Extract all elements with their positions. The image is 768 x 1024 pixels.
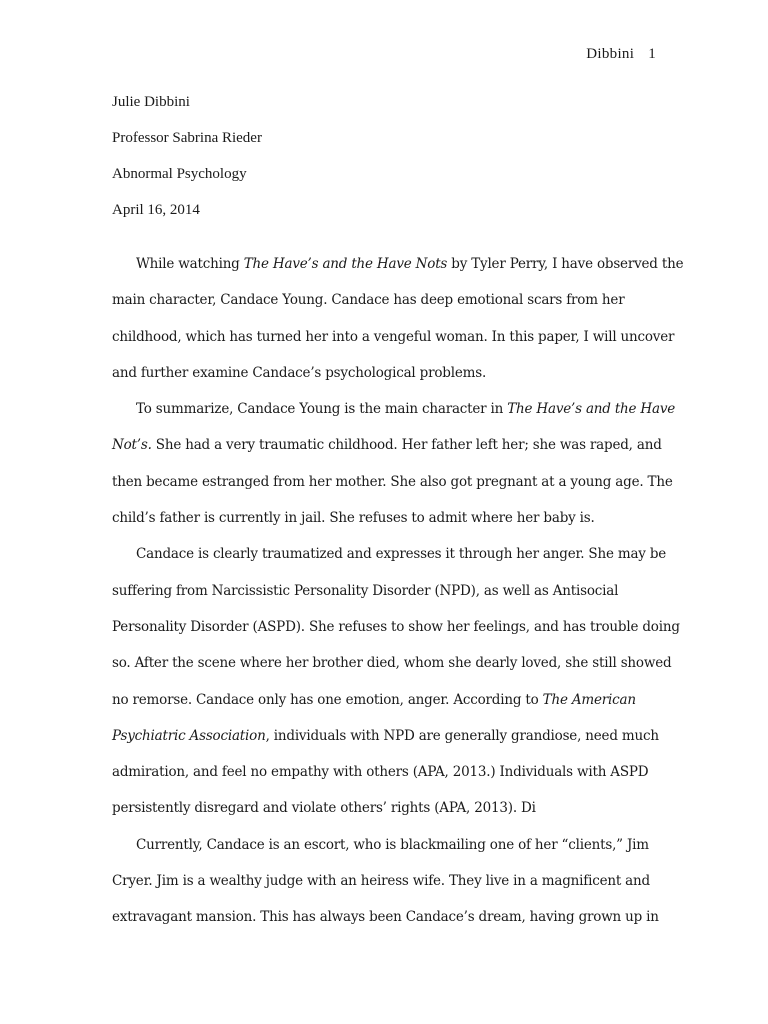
body-line: [112, 435, 662, 471]
body-text-run: no remorse. Candace only has one emotion, anger. According to: [112, 691, 543, 708]
body-line: [112, 871, 656, 907]
author-name: Julie Dibbini: [112, 94, 190, 110]
body-text-run: main character, Candace Young. Candace has deep emotional scars from her: [112, 292, 625, 309]
body-line: [112, 617, 680, 653]
italic-title-text: The Have’s and the Have: [507, 401, 676, 418]
body-text-run: suffering from Narcissistic Personality Disorder (NPD), as well as Antisocial: [112, 582, 619, 599]
page-number: 1: [648, 46, 656, 62]
body-text-run: She had a very traumatic childhood. Her father left her; she was raped, and: [151, 437, 662, 454]
body-text-run: so. After the scene where her brother died, whom she dearly loved, she still showed: [112, 655, 672, 672]
italic-title-text: Psychiatric Association: [112, 727, 266, 744]
body-line: [112, 762, 656, 798]
body-line: [112, 690, 656, 726]
body-line: [112, 835, 656, 871]
body-text-run: , individuals with NPD are generally grandiose, need much: [265, 727, 659, 744]
body-line: [112, 290, 656, 326]
body-line: [112, 254, 684, 290]
body-line: [112, 544, 667, 580]
body-text-run: Candace is clearly traumatized and expresses it through her anger. She may be: [136, 546, 667, 563]
italic-title-text: Not’s.: [112, 437, 152, 454]
italic-title-text: The American: [542, 691, 636, 708]
body-text-run: and further examine Candace’s psychological problems.: [112, 364, 487, 381]
body-text-run: admiration, and feel no empathy with others (APA, 2013.) Individuals with ASPD: [112, 764, 649, 781]
essay-body: [112, 254, 684, 944]
body-line: [112, 363, 656, 399]
body-text-run: persistently disregard and violate others’ rights (APA, 2013). Di: [112, 800, 536, 817]
course-name: Abnormal Psychology: [112, 166, 247, 182]
body-line: [112, 508, 656, 544]
body-line: [112, 726, 659, 762]
body-line: [112, 907, 659, 943]
running-head: [586, 46, 656, 63]
body-text-run: To summarize, Candace Young is the main character in: [136, 401, 508, 418]
body-text-run: then became estranged from her mother. She also got pregnant at a young age. The: [112, 473, 673, 490]
body-line: [112, 581, 656, 617]
paper-date: April 16, 2014: [112, 202, 200, 218]
body-line: [112, 653, 672, 689]
body-line: [112, 399, 676, 435]
body-text-run: extravagant mansion. This has always been Candace’s dream, having grown up in: [112, 909, 659, 926]
body-text-run: Personality Disorder (ASPD). She refuses to show her feelings, and has trouble doing: [112, 618, 680, 635]
body-text-run: childhood, which has turned her into a vengeful woman. In this paper, I will uncover: [112, 328, 675, 345]
body-text-run: Cryer. Jim is a wealthy judge with an heiress wife. They live in a magnificent and: [112, 873, 650, 890]
body-text-run: While watching: [136, 256, 244, 272]
professor-name: Professor Sabrina Rieder: [112, 130, 262, 146]
body-text-run: child’s father is currently in jail. She refuses to admit where her baby is.: [112, 510, 595, 527]
body-text-run: by Tyler Perry, I have observed the: [447, 256, 684, 272]
italic-title-text: The Have’s and the Have Nots: [243, 256, 448, 272]
body-line: [112, 798, 656, 834]
body-text-run: Currently, Candace is an escort, who is blackmailing one of her “clients,” Jim: [136, 836, 649, 853]
running-head-name: Dibbini: [586, 46, 635, 62]
body-line: [112, 472, 673, 508]
body-line: [112, 327, 675, 363]
mla-heading: [112, 92, 656, 236]
